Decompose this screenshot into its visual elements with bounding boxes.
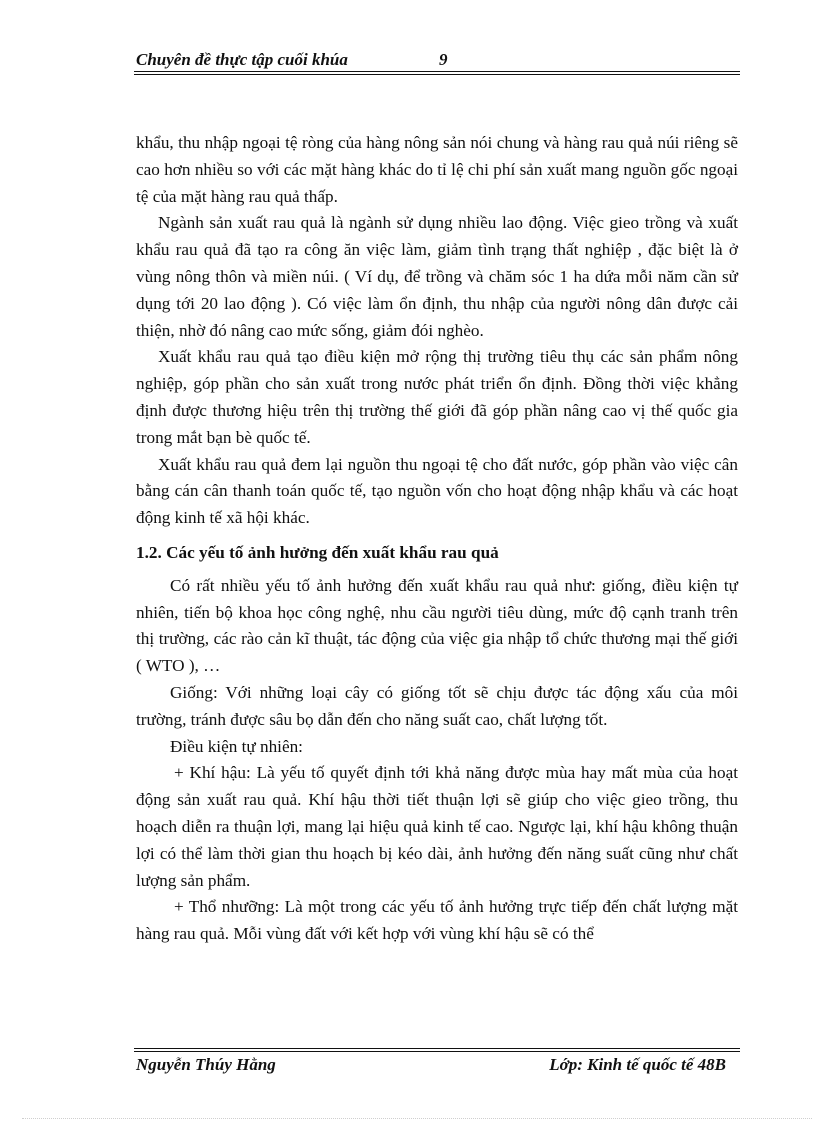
- body-paragraph: + Khí hậu: Là yếu tố quyết định tới khả năng được mùa hay mất mùa của hoạt động sản xuất rau quả. Khí hậu thời tiết thuận lợi sẽ giúp cho việc gieo trồng, thu hoạch diễn ra thuận lợi, mang lại hiệu quả kinh tế cao. Ngược lại, khí hậu không thuận lợi có thể làm thời gian thu hoạch bị kéo dài, ảnh hưởng đến năng suất cũng như chất lượng sản phẩm.: [136, 763, 738, 890]
- page-number: 9: [439, 50, 448, 69]
- section-heading: 1.2. Các yếu tố ảnh hưởng đến xuất khẩu rau quả: [136, 542, 499, 562]
- footer-divider: [134, 1048, 740, 1049]
- header-divider-secondary: [134, 74, 740, 75]
- body-paragraph: Ngành sản xuất rau quả là ngành sử dụng nhiều lao động. Việc gieo trồng và xuất khẩu rau quả đã tạo ra công ăn việc làm, giảm tình trạng thất nghiệp , đặc biệt là ở vùng nông thôn và miền núi. ( Ví dụ, để trồng và chăm sóc 1 ha dứa mỗi năm cần sử dụng tới 20 lao động ). Có việc làm ổn định, thu nhập của người nông dân được cải thiện, nhờ đó nâng cao mức sống, giảm đói nghèo.: [136, 213, 738, 340]
- body-paragraph: + Thổ nhưỡng: Là một trong các yếu tố ảnh hưởng trực tiếp đến chất lượng mặt hàng rau quả. Mỗi vùng đất với kết hợp với vùng khí hậu sẽ có thể: [136, 897, 738, 944]
- author-name: Nguyễn Thúy Hằng: [136, 1055, 276, 1074]
- page-edge-dotted-line: [22, 1118, 812, 1119]
- body-paragraph: Xuất khẩu rau quả đem lại nguồn thu ngoại tệ cho đất nước, góp phần vào việc cân bằng cán cân thanh toán quốc tế, tạo nguồn vốn cho hoạt động nhập khẩu và các hoạt động kinh tế xã hội khác.: [136, 454, 738, 528]
- header-divider: [134, 71, 740, 72]
- body-paragraph: khẩu, thu nhập ngoại tệ ròng của hàng nông sản nói chung và hàng rau quả núi riêng sẽ cao hơn nhiều so với các mặt hàng khác do tỉ lệ chi phí sản xuất mang nguồn gốc ngoại tệ của mặt hàng rau quả thấp.: [136, 133, 738, 206]
- document-title: Chuyên đề thực tập cuối khúa: [136, 50, 348, 69]
- body-paragraph: Xuất khẩu rau quả tạo điều kiện mở rộng thị trường tiêu thụ các sản phẩm nông nghiệp, góp phần cho sản xuất trong nước phát triển ổn định. Đồng thời việc khẳng định được thương hiệu trên thị trường thế giới đã góp phần nâng cao vị thế quốc gia trong mắt bạn bè quốc tế.: [136, 347, 738, 447]
- page-footer: [134, 1055, 740, 1079]
- footer-divider-secondary: [134, 1051, 740, 1052]
- body-paragraph: Giống: Với những loại cây có giống tốt sẽ chịu được tác động xấu của môi trường, tránh được sâu bọ dẫn đến cho năng suất cao, chất lượng tốt.: [136, 682, 738, 729]
- class-label: Lớp: Kinh tế quốc tế 48B: [549, 1055, 726, 1074]
- body-paragraph: Điều kiện tự nhiên:: [170, 736, 303, 756]
- body-paragraph: Có rất nhiều yếu tố ảnh hưởng đến xuất khẩu rau quả như: giống, điều kiện tự nhiên, tiến bộ khoa học công nghệ, nhu cầu người tiêu dùng, mức độ cạnh tranh trên thị trường, các rào cản kĩ thuật, tác động của việc gia nhập tổ chức thương mại thế giới ( WTO ), …: [136, 575, 738, 676]
- page-body: [136, 130, 738, 948]
